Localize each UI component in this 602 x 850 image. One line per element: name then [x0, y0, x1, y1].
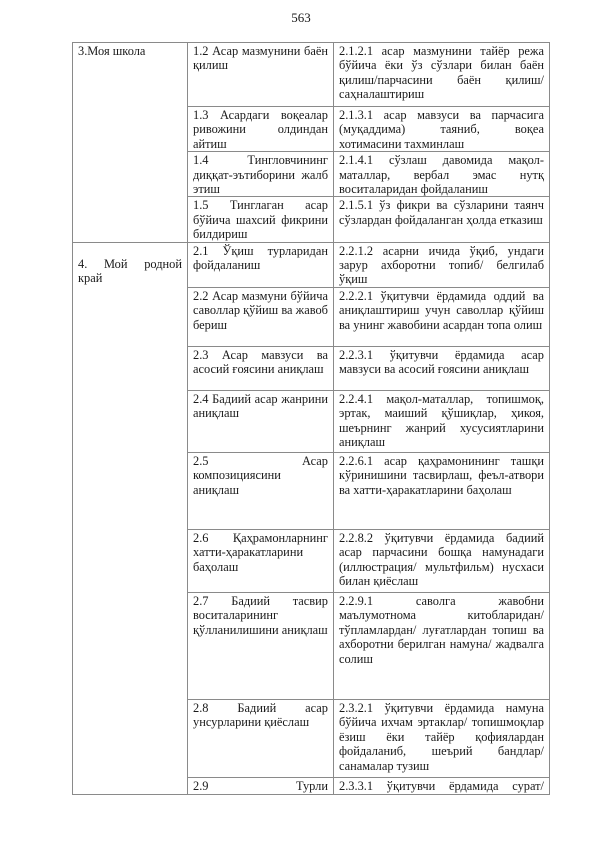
- outcome-cell: 2.3.2.1 ўқитувчи ёрдамида намуна бўйича ихчам эртаклар/ топишмоқлар ёзиш ёки тайёр қофиялардан фойдаланиб, шеърий бандлар/санамалар тузиш: [334, 699, 550, 777]
- skill-cell: 2.3 Асар мавзуси ва асосий ғоясини аниқлаш: [188, 346, 334, 390]
- outcome-cell: 2.2.1.2 асарни ичида ўқиб, ундаги зарур ахборотни топиб/ белгилаб ўқиш: [334, 242, 550, 287]
- outcome-cell: 2.1.5.1 ўз фикри ва сўзларини таянч сўзлардан фойдаланган ҳолда етказиш: [334, 197, 550, 242]
- topic-cell: [73, 242, 188, 794]
- topic-label: 4. Мой родной край: [78, 256, 182, 286]
- curriculum-table: [72, 42, 550, 795]
- table-row: [73, 43, 550, 107]
- skill-cell: 1.5 Тинглаган асар бўйича шахсий фикрини билдириш: [188, 197, 334, 242]
- skill-cell: 1.3 Асардаги воқеалар ривожини олдиндан айтиш: [188, 107, 334, 152]
- skill-cell: 2.7 Бадиий тасвир воситаларининг қўлланилишини аниқлаш: [188, 592, 334, 699]
- skill-cell: [188, 777, 334, 794]
- outcome-cell: 2.2.9.1 саволга жавобни маълумотнома китобларидан/ тўпламлардан/ луғатлардан топиш ва ахборотни берилган намуна/ жадвалга солиш: [334, 592, 550, 699]
- outcome-cell: 2.2.3.1 ўқитувчи ёрдамида асар мавзуси ва асосий ғоясини аниқлаш: [334, 346, 550, 390]
- outcome-cell: 2.2.2.1 ўқитувчи ёрдамида оддий ва аниқлаштириш учун саволлар қўйиш ва унинг жавобини асардан топа олиш: [334, 287, 550, 346]
- outcome-cell: 2.1.3.1 асар мавзуси ва парчасига (муқаддима) таяниб, воқеа хотимасини тахминлаш: [334, 107, 550, 152]
- outcome-cell: 2.2.4.1 мақол-маталлар, топишмоқ, эртак, маиший қўшиқлар, ҳикоя, шеърнинг жанрий хусусиятларини аниқлаш: [334, 390, 550, 452]
- skill-cell: 2.5 Асар композициясини аниқлаш: [188, 452, 334, 529]
- topic-cell: 3.Моя школа: [73, 43, 188, 243]
- skill-cell: 1.2 Асар мазмунини баён қилиш: [188, 43, 334, 107]
- outcome-cell: 2.1.2.1 асар мазмунини тайёр режа бўйича ёки ўз сўзлари билан баён қилиш/парчасини баён қилиш/ саҳналаштириш: [334, 43, 550, 107]
- skill-cell: 2.6 Қаҳрамонларнинг хатти-ҳаракатларини баҳолаш: [188, 529, 334, 592]
- skill-cell: 1.4 Тингловчининг диққат-эътиборини жалб этиш: [188, 152, 334, 197]
- page-number: 563: [291, 10, 311, 25]
- outcome-cell: 2.2.6.1 асар қаҳрамонининг ташқи кўринишини тасвирлаш, феъл-атвори ва хатти-ҳаракатларини баҳолаш: [334, 452, 550, 529]
- skill-cell: 2.8 Бадиий асар унсурларини қиёслаш: [188, 699, 334, 777]
- skill-cell: 2.1 Ўқиш турларидан фойдаланиш: [188, 242, 334, 287]
- outcome-cell: 2.1.4.1 сўзлаш давомида мақол-маталлар, вербал эмас нутқ воситаларидан фойдаланиш: [334, 152, 550, 197]
- skill-label: 2.9 Турли: [193, 778, 328, 793]
- skill-cell: 2.2 Асар мазмуни бўйича саволлар қўйиш ва жавоб бериш: [188, 287, 334, 346]
- skill-cell: 2.4 Бадиий асар жанрини аниқлаш: [188, 390, 334, 452]
- outcome-cell: 2.2.8.2 ўқитувчи ёрдамида бадиий асар парчасини бошқа намунадаги (иллюстрация/ мультфильм) нусхаси билан қиёслаш: [334, 529, 550, 592]
- table-row: [73, 242, 550, 287]
- outcome-cell: 2.3.3.1 ўқитувчи ёрдамида сурат/: [334, 777, 550, 794]
